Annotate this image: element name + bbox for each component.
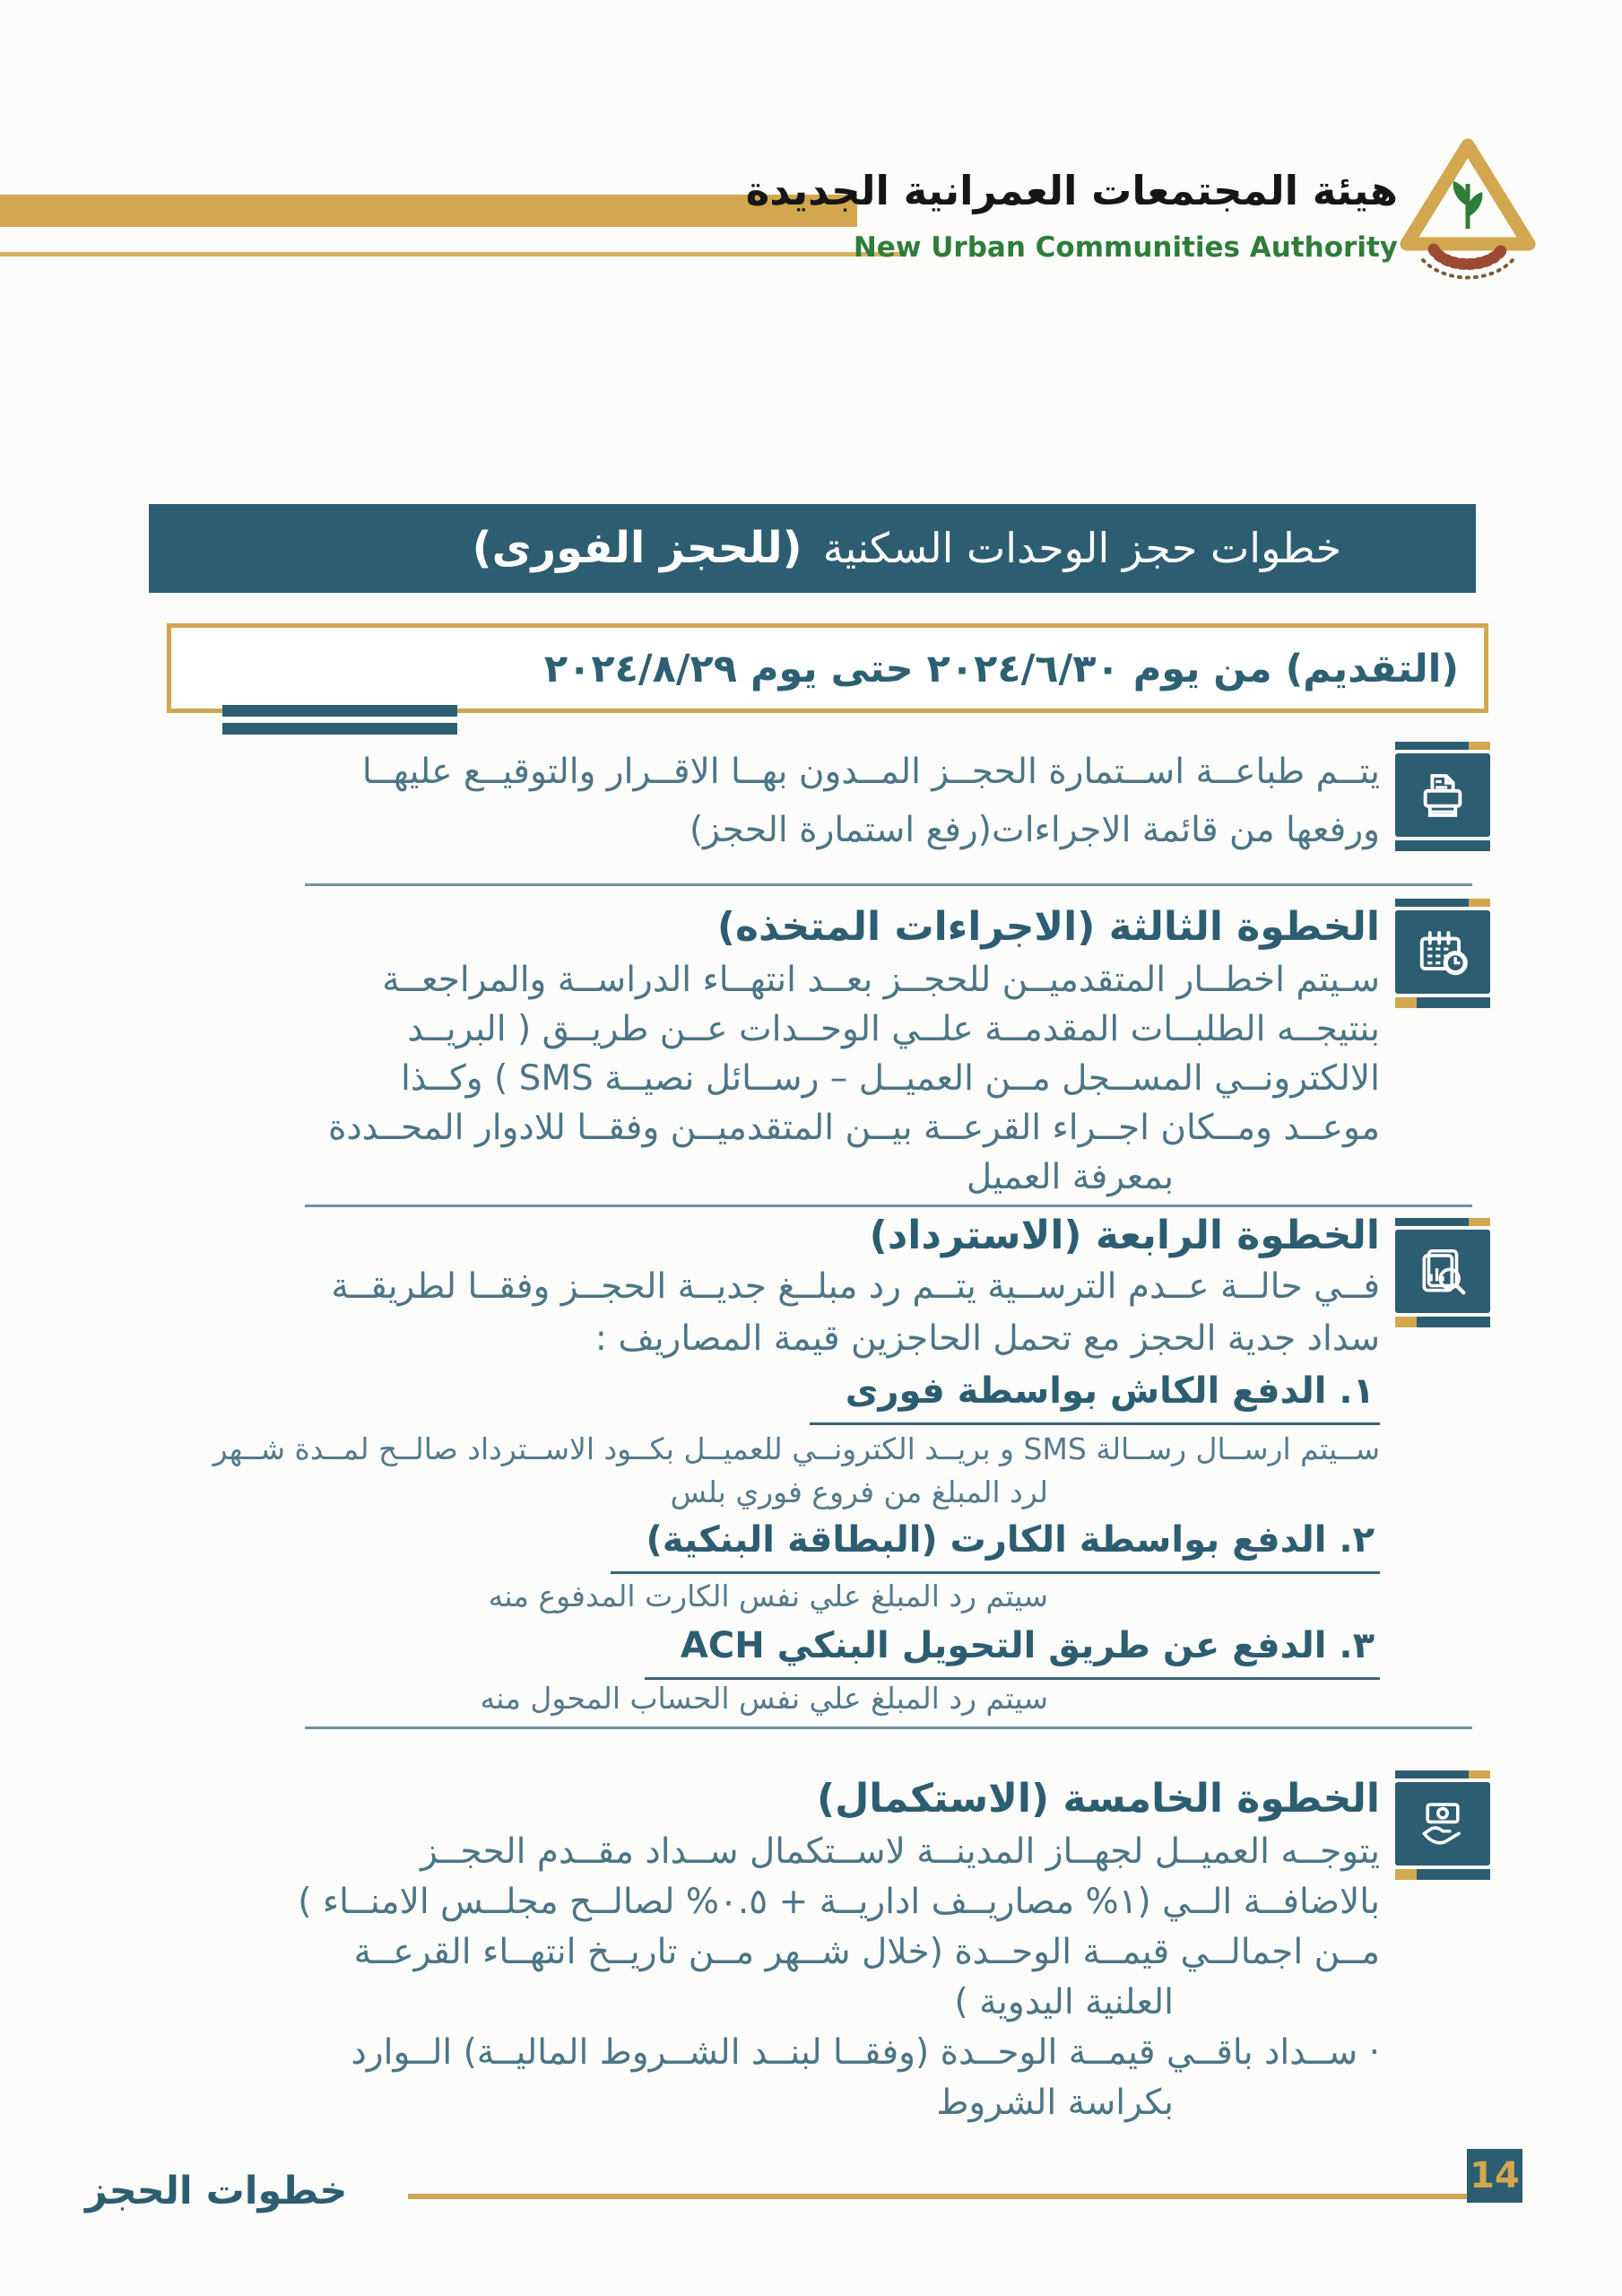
step4-icon-box bbox=[1395, 1218, 1490, 1327]
footer-section-label: خطوات الحجز bbox=[85, 2169, 348, 2213]
nuca-logo-icon bbox=[1396, 135, 1540, 305]
refund-report-magnifier-icon bbox=[1395, 1230, 1490, 1313]
header-gold-bar bbox=[0, 195, 857, 227]
icon-top-strip bbox=[1395, 1218, 1490, 1226]
calendar-clock-icon bbox=[1395, 910, 1490, 994]
step5-heading: الخطوة الخامسة (الاستكمال) bbox=[817, 1776, 1380, 1822]
submission-period-box bbox=[167, 623, 1488, 713]
step3-icon-box bbox=[1395, 899, 1490, 1008]
step3-line: سـيتم اخطــار المتقدميــن للحجــز بعــد انتهــاء الدراســة والمراجعــة bbox=[382, 960, 1380, 1000]
payment-method-1-note: لرد المبلغ من فروع فوري بلس bbox=[670, 1474, 1048, 1509]
gold-accent-chip bbox=[1469, 1770, 1490, 1779]
gold-accent-chip bbox=[1395, 997, 1417, 1008]
payment-method-3-title: ٣. الدفع عن طريق التحويل البنكي ACH bbox=[645, 1625, 1380, 1680]
step5-line: يتوجــه العميــل لجهــاز المدينــة لاســتكمال ســداد مقــدم الحجــز bbox=[421, 1831, 1380, 1872]
icon-bottom-strip bbox=[1395, 997, 1490, 1008]
step5-line: · ســداد باقــي قيمــة الوحــدة (وفقــا لبنــد الشــروط الماليــة) الــوارد bbox=[351, 2032, 1380, 2073]
org-name-english: New Urban Communities Authority bbox=[853, 231, 1398, 264]
org-name-arabic: هيئة المجتمعات العمرانية الجديدة bbox=[745, 167, 1398, 214]
page-number-badge: 14 bbox=[1467, 2149, 1522, 2203]
step3-line: بمعرفة العميل bbox=[966, 1157, 1174, 1197]
gold-accent-chip bbox=[1469, 899, 1490, 907]
intro-step-icon-box bbox=[1395, 742, 1490, 851]
payment-method-2-note: سيتم رد المبلغ علي نفس الكارت المدفوع منه bbox=[488, 1578, 1048, 1613]
payment-method-1-title: ١. الدفع الكاش بواسطة فورى bbox=[810, 1370, 1380, 1425]
section-separator bbox=[305, 1726, 1472, 1729]
step5-line: بالاضافــة الــي (١% مصاريــف اداريــة + ٠.٥% لصالــح مجلــس الامنــاء ) bbox=[298, 1882, 1380, 1922]
step5-icon-box bbox=[1395, 1770, 1490, 1880]
step3-line: بنتيجــه الطلبــات المقدمــة علــي الوحــدات عــن طريــق ( البريــد bbox=[407, 1009, 1380, 1049]
icon-top-strip bbox=[1395, 899, 1490, 907]
step3-heading: الخطوة الثالثة (الاجراءات المتخذه) bbox=[716, 904, 1380, 950]
decor-stripe-top bbox=[222, 705, 457, 717]
payment-method-3-note: سيتم رد المبلغ علي نفس الحساب المحول منه bbox=[480, 1681, 1048, 1716]
step5-line: مــن اجمالــي قيمــة الوحــدة (خلال شــهر مــن تاريــخ انتهــاء القرعــة bbox=[353, 1932, 1380, 1972]
section-separator bbox=[305, 1205, 1472, 1207]
intro-line: يتــم طباعــة اســتمارة الحجــز المــدون بهــا الاقــرار والتوقيــع عليهــا bbox=[361, 752, 1380, 792]
step4-line: سداد جدية الحجز مع تحمل الحاجزين قيمة المصاريف : bbox=[594, 1318, 1380, 1359]
page-title-bar bbox=[149, 504, 1476, 593]
icon-bottom-strip bbox=[1395, 840, 1490, 851]
gold-accent-chip bbox=[1395, 1869, 1417, 1880]
page-title-qualifier: (للحجز الفورى) bbox=[472, 523, 802, 573]
submission-period-text: (التقديم) من يوم ٢٠٢٤/٦/٣٠ حتى يوم ٢٠٢٤/٨/٢٩ bbox=[543, 647, 1459, 691]
printer-icon bbox=[1395, 753, 1490, 837]
cash-in-hand-icon bbox=[1395, 1782, 1490, 1866]
gold-accent-chip bbox=[1469, 742, 1490, 750]
header-gold-line bbox=[0, 252, 906, 257]
payment-method-1-note: ســيتم ارســال رســالة SMS و بريــد الكترونــي للعميــل بكــود الاســترداد صالــح لمــدة شــهر bbox=[213, 1431, 1380, 1466]
step5-line: العلنية اليدوية ) bbox=[954, 1982, 1174, 2022]
intro-line: ورفعها من قائمة الاجراءات(رفع استمارة الحجز) bbox=[689, 810, 1380, 850]
gold-accent-chip bbox=[1469, 1218, 1490, 1226]
page-title: خطوات حجز الوحدات السكنية bbox=[822, 524, 1341, 572]
icon-bottom-strip bbox=[1395, 1869, 1490, 1880]
icon-top-strip bbox=[1395, 1770, 1490, 1779]
gold-accent-chip bbox=[1395, 1317, 1417, 1327]
step5-line: بكراسة الشروط bbox=[936, 2083, 1174, 2123]
decor-stripe-bottom bbox=[222, 723, 457, 735]
step4-line: فــي حالــة عــدم الترســية يتــم رد مبلــغ جديــة الحجــز وفقــا لطريقــة bbox=[331, 1266, 1380, 1307]
step4-heading: الخطوة الرابعة (الاسترداد) bbox=[869, 1213, 1380, 1258]
section-separator bbox=[305, 883, 1472, 886]
step3-line: الالكترونــي المســجل مــن العميــل – رســائل نصيــة SMS ) وكــذا bbox=[401, 1058, 1380, 1099]
step3-line: موعــد ومــكان اجــراء القرعــة بيــن المتقدميــن وفقــا للادوار المحــددة bbox=[327, 1108, 1380, 1148]
payment-method-2-title: ٢. الدفع بواسطة الكارت (البطاقة البنكية) bbox=[611, 1519, 1381, 1574]
footer-gold-line bbox=[408, 2194, 1470, 2199]
icon-bottom-strip bbox=[1395, 1317, 1490, 1327]
icon-top-strip bbox=[1395, 742, 1490, 750]
